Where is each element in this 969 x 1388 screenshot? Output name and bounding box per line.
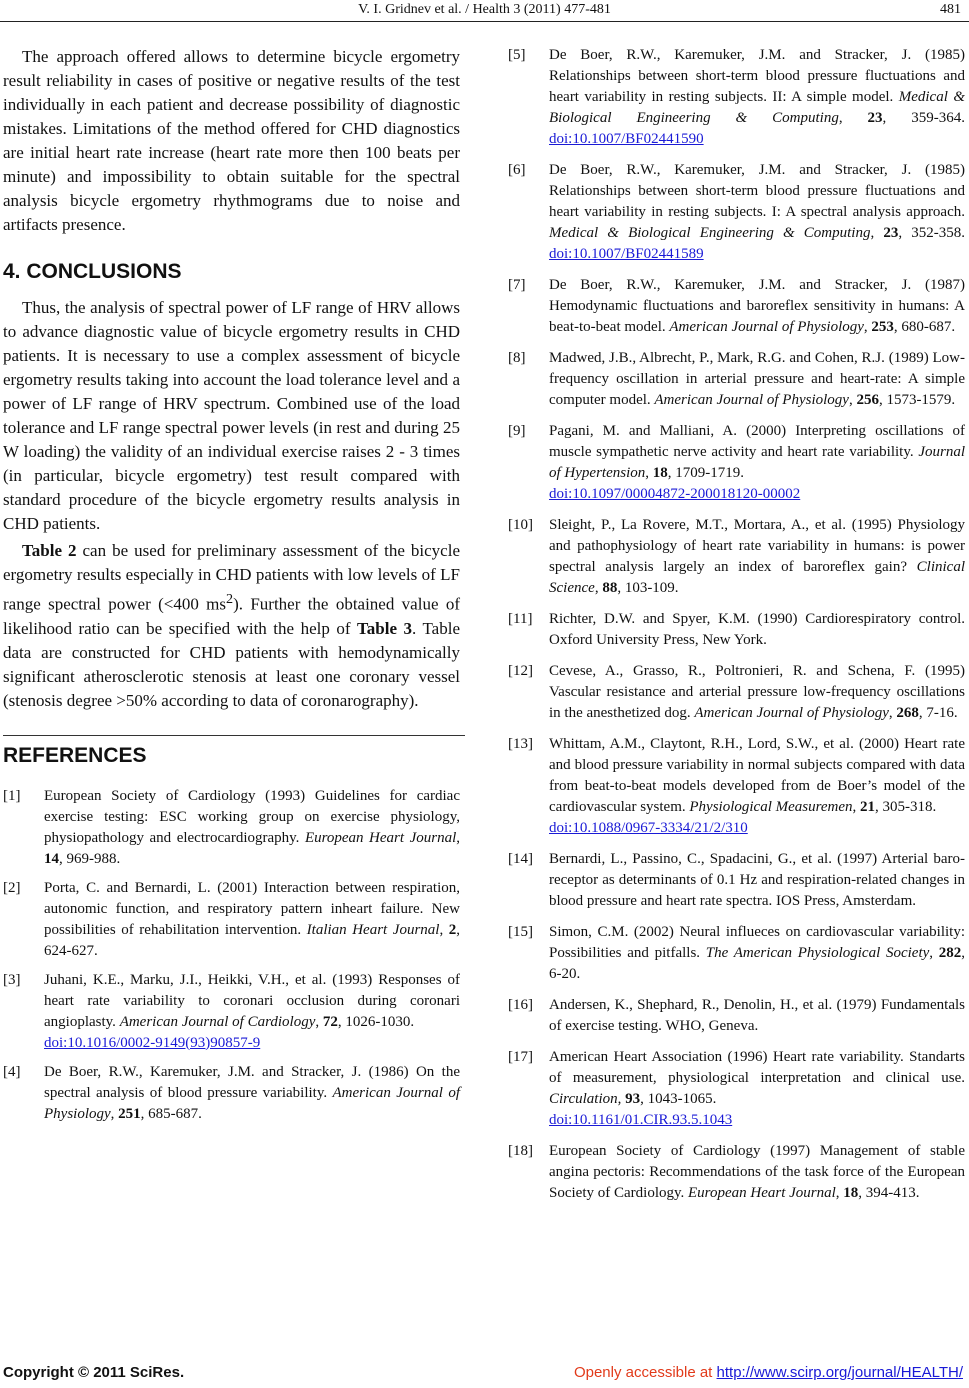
volume-number: 72 bbox=[322, 1013, 338, 1030]
references-list-right bbox=[508, 45, 965, 1204]
doi-link[interactable]: doi:10.1161/01.CIR.93.5.1043 bbox=[549, 1112, 733, 1128]
reference-text: De Boer, R.W., Karemuker, J.M. and Stracker, J. (1986) On the spectral analysis of blood pressure variability. American Journal of Physiology, 251, 685-687. bbox=[44, 1063, 460, 1122]
reference-text: De Boer, R.W., Karemuker, J.M. and Stracker, J. (1985) Relationships between short-term blood pressure fluctuations and heart variability in resting subjects. II: A simple model. Medical & Biological Engineering & Computing, 23, 359-364. doi:10.1007/BF02441590 bbox=[549, 47, 965, 147]
reference-text: Bernardi, L., Passino, C., Spadacini, G., et al. (1997) Arterial baro-receptor as determinants of 0.1 Hz and respiration-related changes in blood pressure and heart rate spectra. IOS Press, Amsterdam. bbox=[549, 851, 965, 909]
reference-number: [13] bbox=[508, 736, 533, 752]
doi-link[interactable]: doi:10.1016/0002-9149(93)90857-9 bbox=[44, 1034, 261, 1051]
volume-number: 23 bbox=[867, 110, 883, 126]
page-footer bbox=[0, 1360, 969, 1388]
references-list-left bbox=[3, 786, 460, 1125]
reference-item bbox=[508, 421, 965, 505]
doi-link[interactable]: doi:10.1007/BF02441590 bbox=[549, 131, 704, 147]
doi-link[interactable]: doi:10.1097/00004872-200018120-00002 bbox=[549, 486, 801, 502]
open-access-notice: Openly accessible at http://www.scirp.org/journal/HEALTH/ bbox=[573, 1364, 963, 1381]
reference-item bbox=[508, 609, 965, 651]
journal-name: Italian Heart Journal bbox=[306, 921, 440, 938]
reference-number: [15] bbox=[508, 924, 533, 940]
reference-number: [2] bbox=[3, 879, 21, 896]
reference-item bbox=[508, 515, 965, 599]
reference-text: Porta, C. and Bernardi, L. (2001) Interaction between respiration, autonomic function, and respiratory pattern inheart failure. New possibilities of rehabilitation intervention. Italian Heart Journal, 2, 624-627. bbox=[44, 879, 461, 959]
volume-number: 282 bbox=[938, 945, 962, 961]
reference-text: European Society of Cardiology (1993) Guidelines for cardiac exercise testing: ESC working group on exercise physiology, physiopathology and electrocardiography. European Heart Journal, 14, 969-988. bbox=[44, 787, 460, 867]
reference-number: [5] bbox=[508, 47, 526, 63]
journal-name: Clinical Science bbox=[549, 559, 965, 596]
volume-number: 253 bbox=[871, 319, 894, 335]
volume-number: 23 bbox=[883, 225, 899, 241]
copyright-notice: Copyright © 2011 SciRes. bbox=[3, 1364, 185, 1381]
journal-name: American Journal of Physiology bbox=[44, 1084, 460, 1122]
page-number: 481 bbox=[940, 2, 961, 17]
reference-number: [12] bbox=[508, 663, 533, 679]
reference-number: [3] bbox=[3, 971, 21, 988]
reference-number: [9] bbox=[508, 423, 526, 439]
reference-number: [11] bbox=[508, 611, 533, 627]
reference-text: De Boer, R.W., Karemuker, J.M. and Stracker, J. (1985) Relationships between short-term blood pressure fluctuations and heart variability in resting subjects. I: A spectral analysis approach. Medical & Biological Engineering & Computing, 23, 352-358. doi:10.1007/BF02441589 bbox=[549, 162, 966, 262]
reference-item bbox=[508, 1047, 965, 1131]
journal-name: American Journal of Physiology bbox=[694, 705, 889, 721]
volume-number: 18 bbox=[843, 1185, 859, 1201]
reference-number: [4] bbox=[3, 1063, 21, 1080]
header-rule bbox=[0, 21, 969, 22]
reference-text: Simon, C.M. (2002) Neural influeces on cardiovascular variability: Possibilities and pitfalls. The American Physiological Society, 282, 6-20. bbox=[549, 924, 966, 982]
journal-link[interactable]: http://www.scirp.org/journal/HEALTH/ bbox=[716, 1364, 963, 1381]
volume-number: 2 bbox=[448, 921, 457, 938]
reference-text: Whittam, A.M., Claytont, R.H., Lord, S.W., et al. (2000) Heart rate and blood pressure variability in normal subjects compared with data from beat-to-beat models developed from de Boer’s model of the cardiovascular system. Physiological Measuremen, 21, 305-318. doi:10.1088/0967-3334/21/2/310 bbox=[549, 734, 965, 839]
reference-text: Richter, D.W. and Spyer, K.M. (1990) Cardiorespiratory control. Oxford University Press, New York. bbox=[549, 611, 965, 648]
journal-name: Medical & Biological Engineering & Computing bbox=[549, 89, 965, 126]
reference-text: Juhani, K.E., Marku, J.I., Heikki, V.H., et al. (1993) Responses of heart rate variability to coronari occlusion during coronari angioplasty. American Journal of Cardiology, 72, 1026-1030. doi:10.1016/0002-9149(93)90857-9 bbox=[44, 970, 460, 1054]
table-3-ref: Table 3 bbox=[357, 618, 413, 638]
reference-text: American Heart Association (1996) Heart rate variability. Standarts of measurement, physiological interpretation and clinical use. Circulation, 93, 1043-1065. doi:10.1161/01.CIR.93.5.1043 bbox=[549, 1047, 965, 1131]
running-title: V. I. Gridnev et al. / Health 3 (2011) 477-481 bbox=[358, 2, 611, 17]
journal-name: Physiological Measuremen bbox=[689, 799, 853, 815]
reference-number: [7] bbox=[508, 277, 526, 293]
reference-number: [18] bbox=[508, 1143, 533, 1159]
references-heading: REFERENCES bbox=[3, 743, 147, 767]
volume-number: 251 bbox=[118, 1105, 141, 1122]
paragraph-conclusions: Thus, the analysis of spectral power of LF range of HRV allows to advance diagnostic value of bicycle ergometry results in CHD patients. It is necessary to use a complex assessment of bicycle ergometry results taking into account the load tolerance level and a power of LF range of HRV spectrum. Combined use of the load tolerance and LF range spectral power levels (in rest and during 25 W loading) the validity of an individual exercise raises 2 - 3 times (in particular, bicycle ergometry) test result compared with standard procedure of the bicycle ergometry results analysis in CHD patients. bbox=[3, 298, 460, 533]
reference-number: [14] bbox=[508, 851, 533, 867]
reference-text: Sleight, P., La Rovere, M.T., Mortara, A., et al. (1995) Physiology and pathophysiology of heart rate variability in humans: is power spectral analysis largely an index of baroreflex gain? Clinical Science, 88, 103-109. bbox=[549, 517, 965, 596]
reference-text: Andersen, K., Shephard, R., Denolin, H., et al. (1979) Fundamentals of exercise testing. WHO, Geneva. bbox=[549, 997, 965, 1034]
reference-item bbox=[3, 970, 460, 1054]
reference-item bbox=[508, 849, 965, 912]
reference-number: [17] bbox=[508, 1049, 533, 1065]
section-divider bbox=[3, 735, 465, 736]
paragraph-limitations: The approach offered allows to determine bicycle ergometry result reliability in cases of positive or negative results of the test individually in each patient and decrease possibility of diagnostic mistakes. Limitations of the method offered for CHD diagnostics are initial heart rate increase (heart rate more then 100 beats per minute) and impossibility to obtain suitable for the spectral analysis bicycle ergometry rhythmograms due to noise and artifacts presence. bbox=[3, 47, 460, 234]
reference-text: Cevese, A., Grasso, R., Poltronieri, R. and Schena, F. (1995) Vascular resistance and arterial pressure low-frequency oscillations in the anesthetized dog. American Journal of Physiology, 268, 7-16. bbox=[549, 663, 965, 721]
reference-text: Pagani, M. and Malliani, A. (2000) Interpreting oscillations of muscle sympathetic nerve activity and heart rate variability. Journal of Hypertension, 18, 1709-1719. doi:10.1097/00004872-200018120-00002 bbox=[549, 421, 965, 505]
reference-item bbox=[3, 1062, 460, 1125]
reference-item bbox=[508, 45, 965, 150]
paragraph-table-usage: Table 2 can be used for preliminary assessment of the bicycle ergometry results especially in CHD patients with low levels of LF range spectral power (<400 $ms^2$). Further the obtained value of likelihood ratio can be specified with the help of Table 3. Table data are constructed for CHD patients with hemodynamically significant atherosclerotic stenosis at least one coronary vessel (stenosis degree >50% according to data of coronarography). bbox=[3, 541, 460, 710]
reference-text: Madwed, J.B., Albrecht, P., Mark, R.G. and Cohen, R.J. (1989) Low-frequency oscillation in arterial pressure and heart-rate: A simple computer model. American Journal of Physiology, 256, 1573-1579. bbox=[549, 350, 965, 408]
reference-item bbox=[3, 786, 460, 870]
reference-item bbox=[3, 878, 460, 962]
journal-name: Medical & Biological Engineering & Computing bbox=[549, 225, 871, 241]
reference-item bbox=[508, 661, 965, 724]
reference-item bbox=[508, 995, 965, 1037]
reference-item bbox=[508, 734, 965, 839]
volume-number: 268 bbox=[896, 705, 919, 721]
reference-number: [6] bbox=[508, 162, 526, 178]
reference-number: [1] bbox=[3, 787, 21, 804]
conclusions-heading: 4. CONCLUSIONS bbox=[3, 260, 182, 283]
reference-text: De Boer, R.W., Karemuker, J.M. and Stracker, J. (1987) Hemodynamic fluctuations and baroreflex sensitivity in humans: A beat-to-beat model. American Journal of Physiology, 253, 680-687. bbox=[549, 277, 965, 335]
reference-item bbox=[508, 922, 965, 985]
reference-text: European Society of Cardiology (1997) Management of stable angina pectoris: Recommendations of the task force of the European Society of Cardiology. European Heart Journal, 18, 394-413. bbox=[549, 1143, 965, 1201]
right-column bbox=[508, 45, 965, 1214]
journal-name: Circulation bbox=[549, 1091, 618, 1107]
journal-name: American Journal of Physiology bbox=[654, 392, 849, 408]
reference-number: [10] bbox=[508, 517, 533, 533]
journal-name: American Journal of Cardiology bbox=[119, 1013, 316, 1030]
reference-number: [16] bbox=[508, 997, 533, 1013]
volume-number: 18 bbox=[652, 465, 668, 481]
volume-number: 256 bbox=[856, 392, 879, 408]
journal-name: European Heart Journal bbox=[304, 829, 457, 846]
left-column bbox=[3, 45, 460, 1133]
page-header bbox=[0, 0, 969, 22]
volume-number: 21 bbox=[860, 799, 876, 815]
reference-item bbox=[508, 160, 965, 265]
journal-name: American Journal of Physiology bbox=[669, 319, 864, 335]
volume-number: 14 bbox=[44, 850, 59, 867]
volume-number: 93 bbox=[625, 1091, 641, 1107]
volume-number: 88 bbox=[602, 580, 618, 596]
doi-link[interactable]: doi:10.1007/BF02441589 bbox=[549, 246, 704, 262]
reference-item bbox=[508, 348, 965, 411]
journal-name: The American Physiological Society bbox=[705, 945, 930, 961]
journal-name: Journal of Hypertension bbox=[549, 444, 965, 481]
reference-item bbox=[508, 275, 965, 338]
reference-item bbox=[508, 1141, 965, 1204]
table-2-ref: Table 2 bbox=[22, 541, 77, 560]
journal-name: European Heart Journal bbox=[688, 1185, 836, 1201]
reference-number: [8] bbox=[508, 350, 526, 366]
doi-link[interactable]: doi:10.1088/0967-3334/21/2/310 bbox=[549, 820, 748, 836]
